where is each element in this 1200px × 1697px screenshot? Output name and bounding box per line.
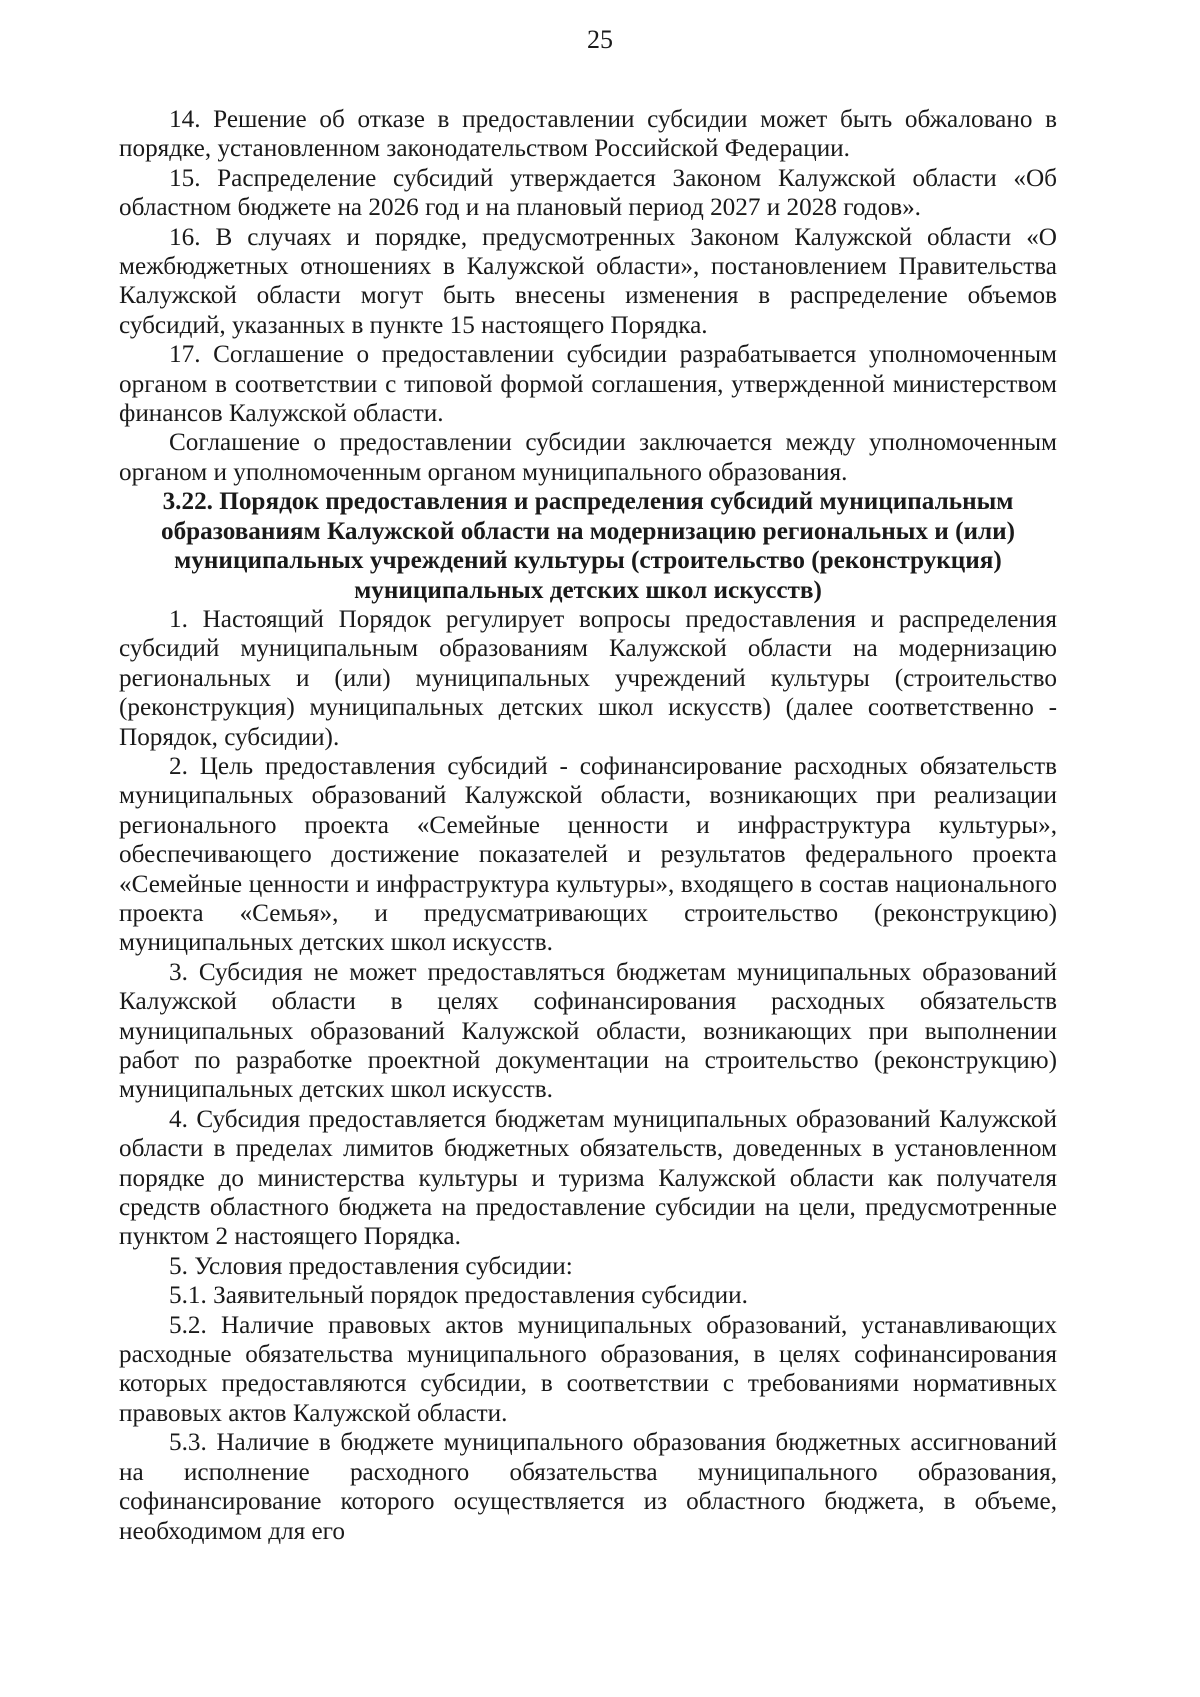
- paragraph-5-3: 5.3. Наличие в бюджете муниципального образования бюджетных ассигнований на исполнение расходного обязательства муниципального образования, софинансирование которого осуществляется из областного бюджета, в объеме, необходимом для его: [119, 1429, 1057, 1545]
- paragraph-14: 14. Решение об отказе в предоставлении субсидии может быть обжаловано в порядке, установленном законодательством Российской Федерации.: [119, 106, 1057, 163]
- page-number: 25: [587, 25, 613, 54]
- paragraph-17-agreement: Соглашение о предоставлении субсидии заключается между уполномоченным органом и уполномоченным органом муниципального образования.: [119, 429, 1057, 486]
- paragraph-15: 15. Распределение субсидий утверждается Законом Калужской области «Об областном бюджете на 2026 год и на плановый период 2027 и 2028 годов».: [119, 164, 1057, 222]
- paragraph-17: 17. Соглашение о предоставлении субсидии разрабатывается уполномоченным органом в соответствии с типовой формой соглашения, утвержденной министерством финансов Калужской области.: [119, 341, 1057, 428]
- paragraph-5: 5. Условия предоставления субсидии:: [169, 1252, 573, 1280]
- section-heading: 3.22. Порядок предоставления и распределения субсидий муниципальным образованиям Калужской области на модернизацию региональных и (или) муниципальных учреждений культуры (строительство (реконструкция) муниципальных детских школ искусств): [160, 488, 1016, 604]
- paragraph-2: 2. Цель предоставления субсидий - софинансирование расходных обязательств муниципальных образований Калужской области, возникающих при реализации регионального проекта «Семейные ценности и инфраструктура культуры», обеспечивающего достижение показателей и результатов федерального проекта «Семейные ценности и инфраструктура культуры», входящего в состав национального проекта «Семья», и предусматривающих строительство (реконструкцию) муниципальных детских школ искусств.: [119, 752, 1057, 957]
- document-body: [119, 105, 1057, 1546]
- paragraph-4: 4. Субсидия предоставляется бюджетам муниципальных образований Калужской области в пределах лимитов бюджетных обязательств, доведенных в установленном порядке до министерства культуры и туризма Калужской области как получателя средств областного бюджета на предоставление субсидии на цели, предусмотренные пунктом 2 настоящего Порядка.: [119, 1105, 1057, 1251]
- paragraph-5-2: 5.2. Наличие правовых актов муниципальных образований, устанавливающих расходные обязательства муниципального образования, в целях софинансирования которых предоставляются субсидии, в соответствии с требованиями нормативных правовых актов Калужской области.: [119, 1311, 1057, 1427]
- paragraph-5-1: 5.1. Заявительный порядок предоставления субсидии.: [169, 1282, 748, 1310]
- paragraph-16: 16. В случаях и порядке, предусмотренных Законом Калужской области «О межбюджетных отношениях в Калужской области», постановлением Правительства Калужской области могут быть внесены изменения в распределение объемов субсидий, указанных в пункте 15 настоящего Порядка.: [119, 223, 1057, 339]
- paragraph-3: 3. Субсидия не может предоставляться бюджетам муниципальных образований Калужской области в целях софинансирования расходных обязательств муниципальных образований Калужской области, возникающих при выполнении работ по разработке проектной документации на строительство (реконструкцию) муниципальных детских школ искусств.: [119, 958, 1057, 1104]
- paragraph-1: 1. Настоящий Порядок регулирует вопросы предоставления и распределения субсидий муниципальным образованиям Калужской области на модернизацию региональных и (или) муниципальных учреждений культуры (строительство (реконструкция) муниципальных детских школ искусств) (далее соответственно - Порядок, субсидии).: [119, 605, 1057, 751]
